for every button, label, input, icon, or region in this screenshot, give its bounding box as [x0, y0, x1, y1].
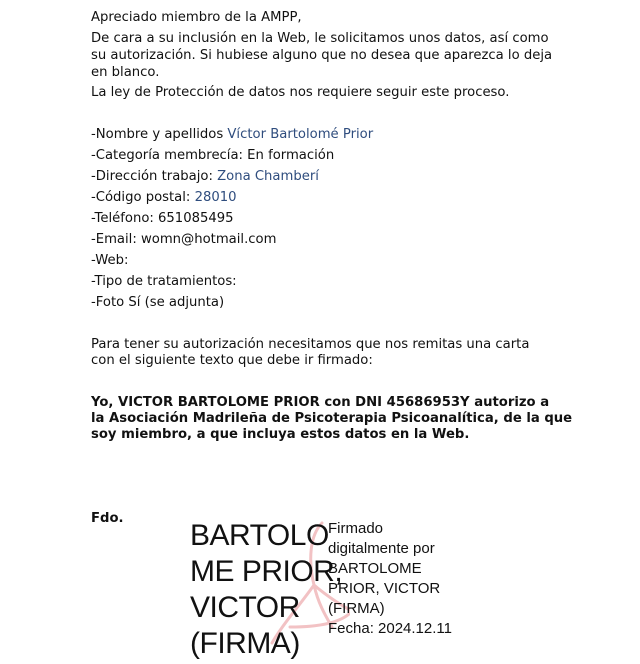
field-photo: -Foto Sí (se adjunta): [91, 295, 225, 310]
intro-line-1: De cara a su inclusión en la Web, le solicitamos unos datos, así como: [91, 31, 549, 46]
field-web: -Web:: [91, 253, 129, 268]
field-address-value: Zona Chamberí: [217, 169, 319, 184]
field-treatments: -Tipo de tratamientos:: [91, 274, 237, 289]
request-line-2: con el siguiente texto que debe ir firmado:: [91, 353, 373, 368]
field-postal-code: -Código postal: 28010: [91, 190, 237, 205]
request-line-1: Para tener su autorización necesitamos que nos remitas una carta: [91, 337, 530, 352]
law-note: La ley de Protección de datos nos requiere seguir este proceso.: [91, 85, 510, 100]
authorization-line-2: la Asociación Madrileña de Psicoterapia Psicoanalítica, de la que: [91, 411, 573, 426]
field-name-value: Víctor Bartolomé Prior: [227, 127, 374, 142]
field-category: -Categoría membrecía: En formación: [91, 148, 335, 163]
field-name: -Nombre y apellidos Víctor Bartolomé Prior: [91, 127, 374, 142]
intro-line-3: en blanco.: [91, 65, 160, 80]
field-address: -Dirección trabajo: Zona Chamberí: [91, 169, 319, 184]
field-postal-code-value: 28010: [194, 190, 237, 205]
intro-line-2: su autorización. Si hubiese alguno que no desea que aparezca lo deja: [91, 48, 553, 63]
authorization-line-1: Yo, VICTOR BARTOLOME PRIOR con DNI 45686953Y autorizo a: [91, 395, 550, 410]
field-phone: -Teléfono: 651085495: [91, 211, 234, 226]
greeting: Apreciado miembro de la AMPP,: [91, 10, 302, 25]
fdo-label: Fdo.: [91, 511, 124, 526]
field-email: -Email: womn@hotmail.com: [91, 232, 277, 247]
authorization-line-3: soy miembro, a que incluya estos datos en la Web.: [91, 427, 470, 442]
